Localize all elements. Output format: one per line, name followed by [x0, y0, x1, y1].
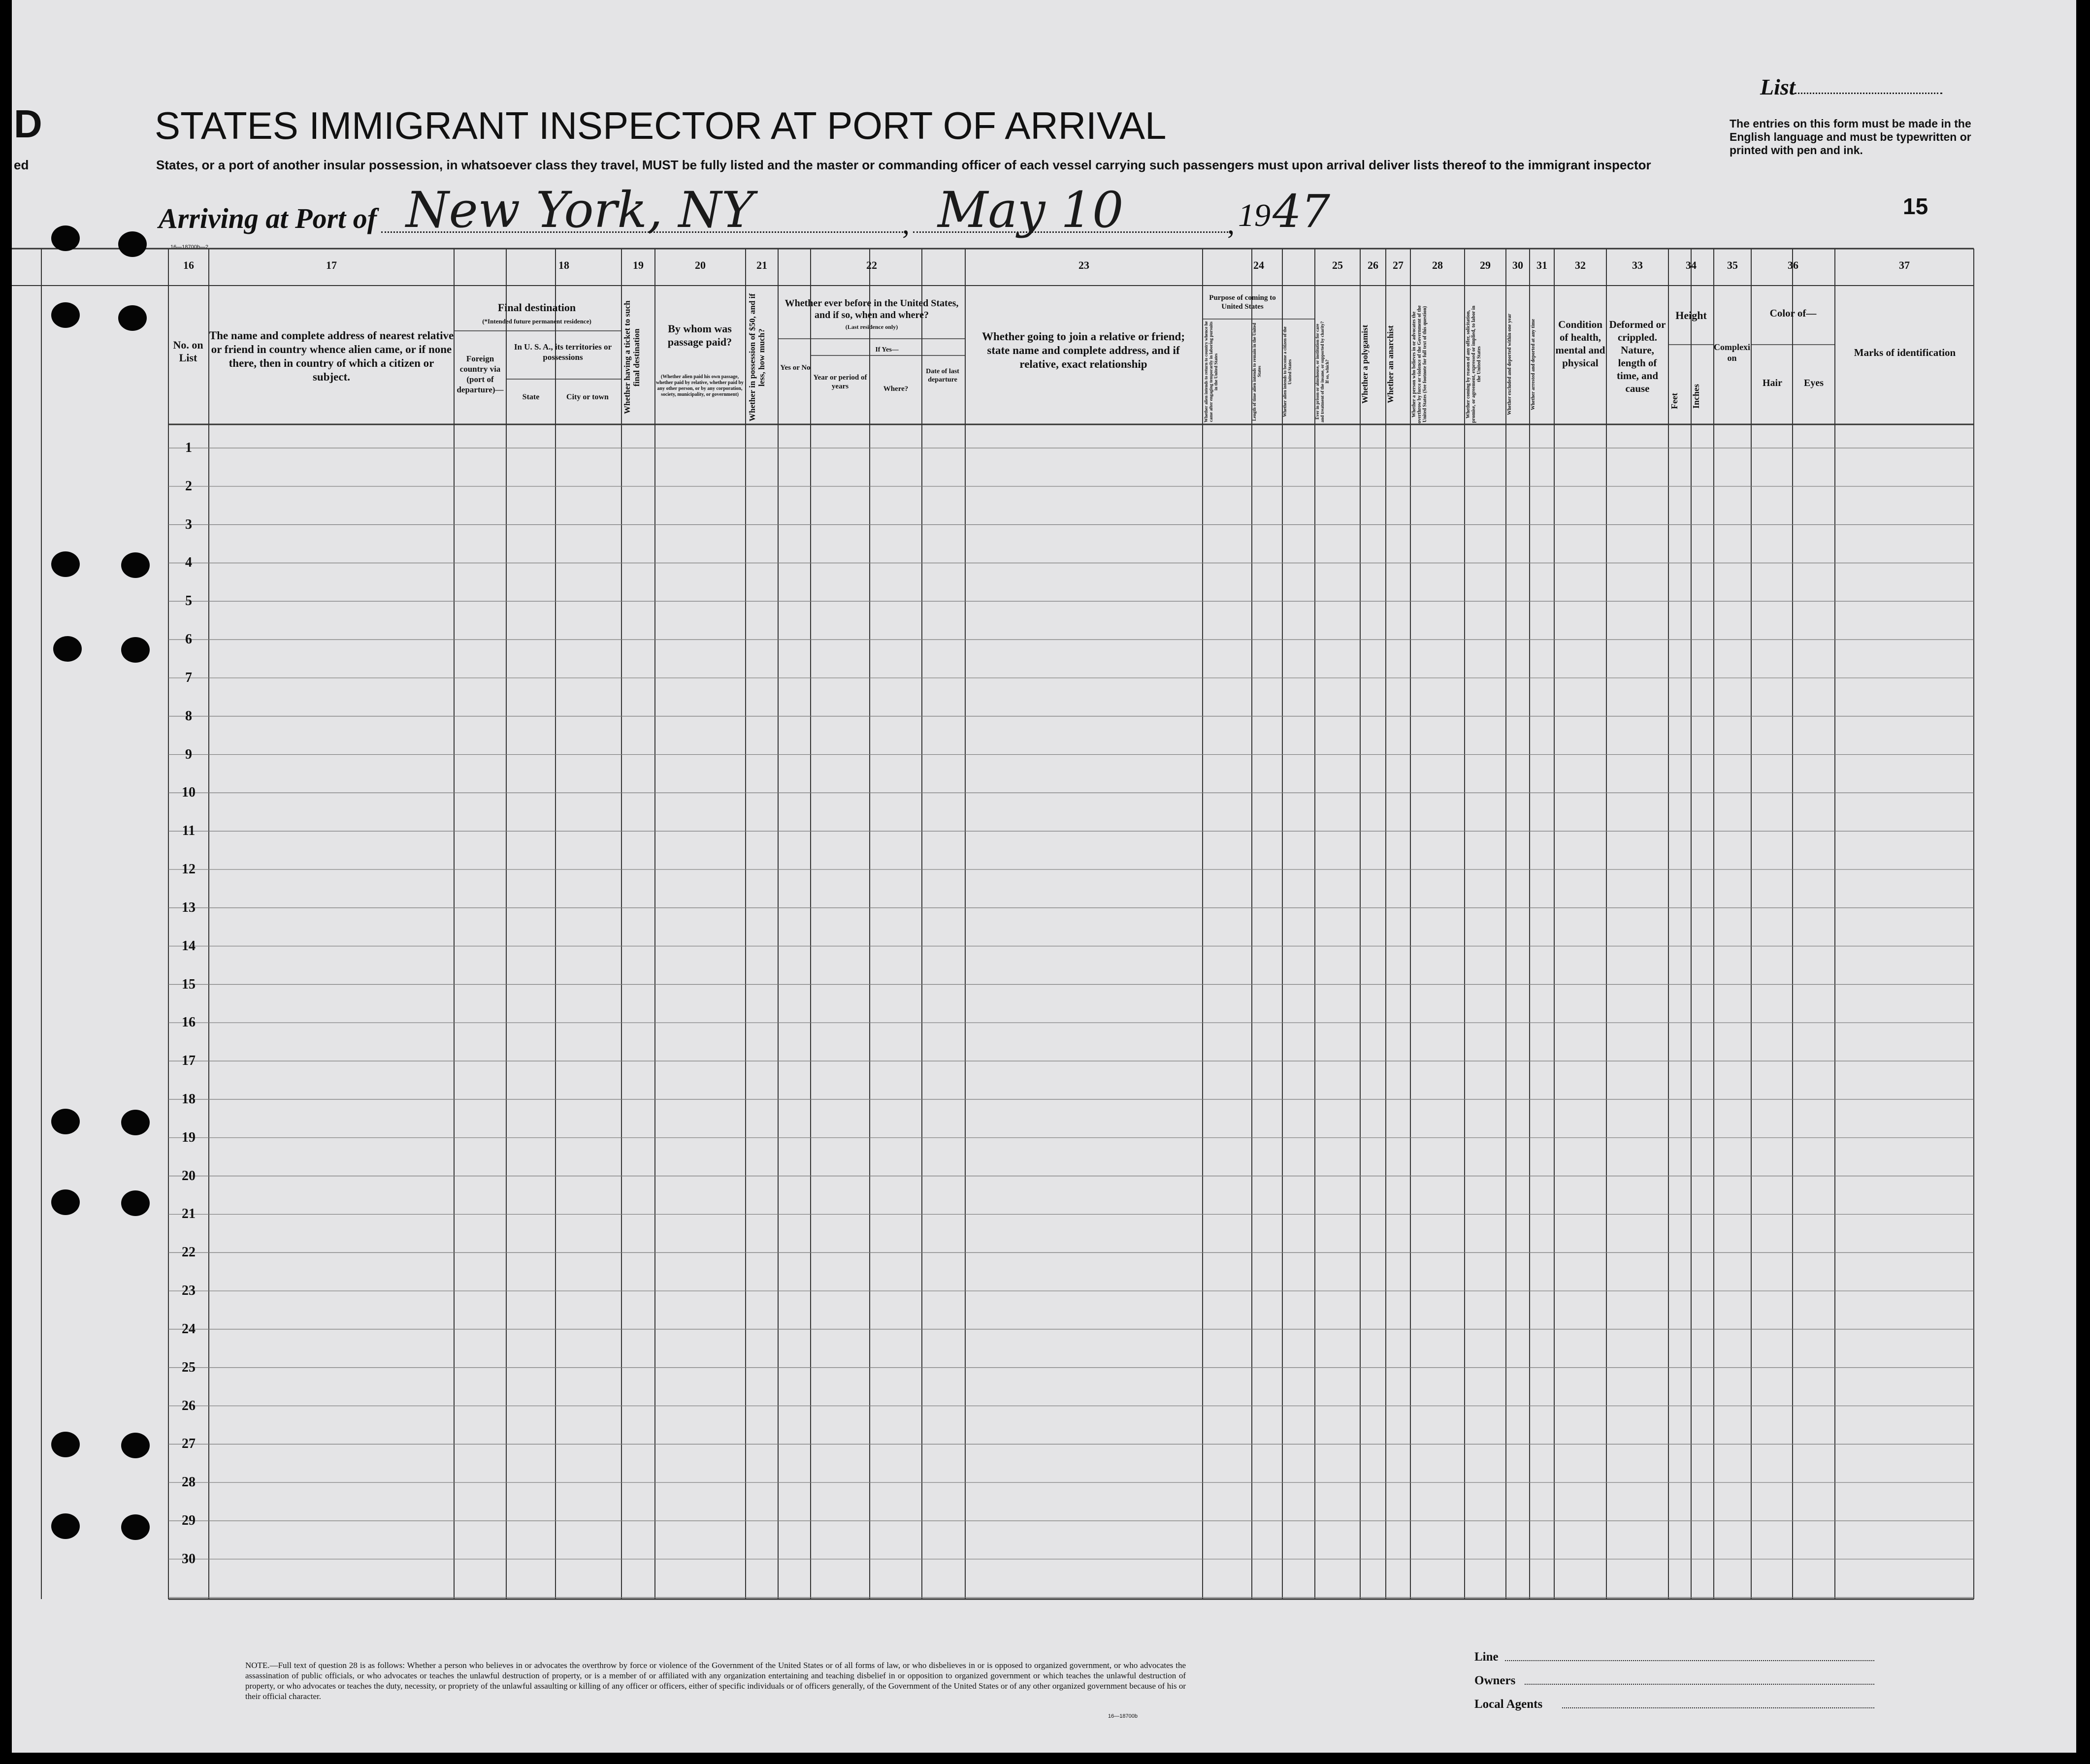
column-number: 32 [1575, 259, 1586, 271]
col34-title: Height [1675, 309, 1707, 321]
year-printed: 19 [1238, 197, 1271, 233]
row-number: 20 [182, 1168, 196, 1184]
punch-hole [118, 231, 147, 257]
col22-title: Whether ever before in the United States, and if so, when and where? [784, 298, 959, 321]
col27-header: Whether an anarchist [1386, 325, 1395, 404]
row-number: 29 [182, 1513, 196, 1528]
row-number: 13 [182, 899, 196, 915]
punch-hole [118, 305, 147, 331]
punch-hole [53, 636, 82, 662]
row-number: 2 [185, 478, 192, 494]
col18-foreign: Foreign country via (port of departure)— [457, 354, 504, 394]
row-number: 26 [182, 1398, 196, 1413]
form-title: STATES IMMIGRANT INSPECTOR AT PORT OF ARRIVAL [155, 104, 1167, 147]
col22-where: Where? [883, 385, 909, 393]
manifest-sheet [12, 0, 2076, 1753]
row-number: 11 [182, 823, 196, 839]
agents-fill-line [1562, 1707, 1874, 1708]
col22-year: Year or period of years [813, 374, 867, 390]
row-number: 1 [185, 440, 192, 455]
footer-form-code: 16—18700b [1108, 1713, 1138, 1719]
punch-hole [51, 1189, 80, 1215]
col22-ifyes: If Yes— [875, 346, 899, 353]
col36-eyes: Eyes [1804, 378, 1824, 388]
punch-hole [51, 302, 80, 328]
punch-hole [51, 225, 80, 251]
punch-hole [121, 552, 150, 578]
col17-header: The name and complete address of nearest relative or friend in country whence alien came, or if none there, then in country of which a citizen or subject. [209, 329, 454, 383]
col34-inches: Inches [1691, 384, 1701, 409]
col18-usa: In U. S. A., its territories or possessions [514, 342, 612, 362]
column-number: 24 [1253, 259, 1264, 271]
punch-hole [121, 1433, 150, 1458]
row-number: 3 [185, 516, 192, 532]
punch-hole [51, 551, 80, 577]
row-number: 30 [182, 1551, 196, 1567]
col16-header: No. on List [173, 339, 203, 364]
col19-header: Whether having a ticket to such final destination [622, 300, 641, 415]
col37-header: Marks of identification [1854, 347, 1956, 358]
row-number: 15 [182, 976, 196, 992]
col24-a: Whether alien intends to return to country whence he came after engaging temporarily in laboring pursuits in the United States [1204, 321, 1218, 422]
column-number: 27 [1393, 259, 1404, 271]
local-agents-label: Local Agents [1474, 1698, 1543, 1711]
col23-header: Whether going to join a relative or friend; state name and complete address, and if relative, exact relationship [981, 330, 1185, 370]
column-number: 21 [756, 259, 767, 271]
col28-header: Whether a person who believes in or advocates the overthrow by force or violence of the Government of the United States (See footnote for full text of this question) [1411, 305, 1428, 423]
footer-note: NOTE.—Full text of question 28 is as follows: Whether a person who believes in or advocates the overthrow by force or violence of the Government of the United States or of all forms of law, or who disbelieves in or is opposed to organized government, or who advocates the assassination of public officials, or who advocates or teaches the unlawful destruction of property, or is a member of or affiliated with any organization entertaining and teaching disbelief in or opposition to organized government or which teaches the unlawful destruction of property, or who advocates or teaches the duty, necessity, or propriety of the unlawful assaulting or killing of any officer or officers, either of specific individuals or of officers generally, of the Government of the United States or of any other organized government because of his or their official character. [245, 1661, 1186, 1701]
row-number: 22 [182, 1245, 196, 1260]
punch-hole [51, 1109, 80, 1134]
column-number: 34 [1686, 259, 1697, 271]
col24-b: Length of time alien intends to remain in the United States [1252, 322, 1262, 421]
row-number: 21 [182, 1206, 196, 1222]
owners-label: Owners [1474, 1674, 1516, 1687]
left-edge-small: ed [14, 158, 29, 172]
form-instructions: The entries on this form must be made in the English language and must be typewritten or printed with pen and ink. [1730, 117, 1971, 157]
header-form-code: 16—18700b—2 [170, 244, 209, 250]
row-number: 6 [185, 632, 192, 647]
year-handwritten: 47 [1273, 185, 1331, 238]
column-number: 29 [1480, 259, 1491, 271]
column-number: 35 [1727, 259, 1738, 271]
column-number: 23 [1078, 259, 1089, 271]
row-number: 7 [185, 670, 192, 685]
row-number: 24 [182, 1321, 196, 1337]
column-number: 25 [1332, 259, 1343, 271]
col34-feet: Feet [1669, 393, 1679, 410]
col26-header: Whether a polygamist [1360, 324, 1370, 404]
row-number: 9 [185, 746, 192, 762]
col20-header: By whom was passage paid? [667, 322, 732, 348]
row-number: 16 [182, 1015, 196, 1030]
column-number: 19 [633, 259, 644, 271]
comma-1: , [902, 207, 910, 240]
col24-title: Purpose of coming to United States [1209, 294, 1276, 311]
punch-hole [51, 1513, 80, 1539]
col32-header: Condition of health, mental and physical [1555, 319, 1605, 369]
col18-state: State [522, 393, 540, 401]
col18-subtitle: (*Intended future permanent residence) [482, 318, 591, 325]
column-number: 20 [695, 259, 706, 271]
col20-note: (Whether alien paid his own passage, whether paid by relative, whether paid by any other person, or by any corporation, society, municipality, or government) [655, 374, 744, 397]
row-number: 14 [182, 938, 196, 954]
col31-header: Whether arrested and deported at any time [1531, 319, 1536, 410]
owners-fill-line [1525, 1684, 1874, 1685]
col18-title: Final destination [497, 301, 576, 314]
row-number: 19 [182, 1129, 196, 1145]
row-number: 28 [182, 1475, 196, 1490]
col21-header: Whether in possession of $50, and if less, how much? [748, 293, 766, 421]
punch-hole [121, 1514, 150, 1540]
column-number: 26 [1368, 259, 1378, 271]
row-number: 8 [185, 708, 192, 724]
column-number: 31 [1536, 259, 1547, 271]
col29-header: Whether coming by reason of any offer, solicitation, promise, or agreement, expressed or implied, to labor in the United States [1466, 305, 1482, 423]
column-number: 17 [326, 259, 337, 271]
col24-c: Whether alien intends to become a citizen of the United States [1282, 326, 1292, 417]
arriving-label: Arriving at Port of [159, 202, 377, 234]
punch-hole [121, 1190, 150, 1216]
column-number: 16 [183, 259, 194, 271]
col35-header: Complexion [1714, 342, 1750, 363]
comma-2: , [1227, 207, 1235, 240]
row-number: 23 [182, 1283, 196, 1299]
column-number: 18 [558, 259, 569, 271]
list-label: List [1760, 74, 1796, 99]
line-label: Line [1474, 1650, 1499, 1664]
row-number: 25 [182, 1359, 196, 1375]
punch-hole [121, 1110, 150, 1135]
punch-hole [51, 1432, 80, 1457]
col25-header: Ever in prison or almshouse, or institution for care and treatment of the insane, or supported by charity? If so, which? [1315, 321, 1330, 422]
line-fill-line [1505, 1660, 1874, 1661]
column-number: 30 [1512, 259, 1523, 271]
date-handwritten: May 10 [938, 181, 1124, 239]
col18-city: City or town [566, 393, 609, 401]
column-number: 37 [1899, 259, 1910, 271]
col22-subtitle: (Last residence only) [845, 323, 898, 330]
row-number: 5 [185, 593, 192, 609]
col36-title: Color of— [1769, 307, 1817, 319]
col33-header: Deformed or crippled. Nature, length of time, and cause [1609, 319, 1666, 394]
row-number: 12 [182, 862, 196, 877]
col30-header: Whether excluded and deported within one year [1507, 314, 1512, 415]
page-number: 15 [1903, 193, 1928, 219]
col22-date: Date of last departure [926, 368, 959, 384]
column-number: 33 [1632, 259, 1643, 271]
row-number: 18 [182, 1091, 196, 1107]
port-handwritten: New York, NY [406, 181, 754, 239]
row-number: 10 [182, 785, 196, 801]
punch-hole [121, 637, 150, 663]
row-number: 27 [182, 1436, 196, 1452]
col22-yes-no: Yes or No [780, 364, 811, 372]
column-number: 22 [866, 259, 877, 271]
row-number: 17 [182, 1053, 196, 1069]
col36-hair: Hair [1763, 378, 1782, 388]
column-number: 36 [1788, 259, 1798, 271]
left-edge-char: D [14, 102, 42, 146]
form-subtitle: States, or a port of another insular possession, in whatsoever class they travel, MUST be fully listed and the master or commanding officer of each vessel carrying such passengers must upon arrival deliver lists thereof to the immigrant inspector [156, 158, 1651, 172]
column-number: 28 [1432, 259, 1443, 271]
row-number: 4 [185, 555, 192, 571]
